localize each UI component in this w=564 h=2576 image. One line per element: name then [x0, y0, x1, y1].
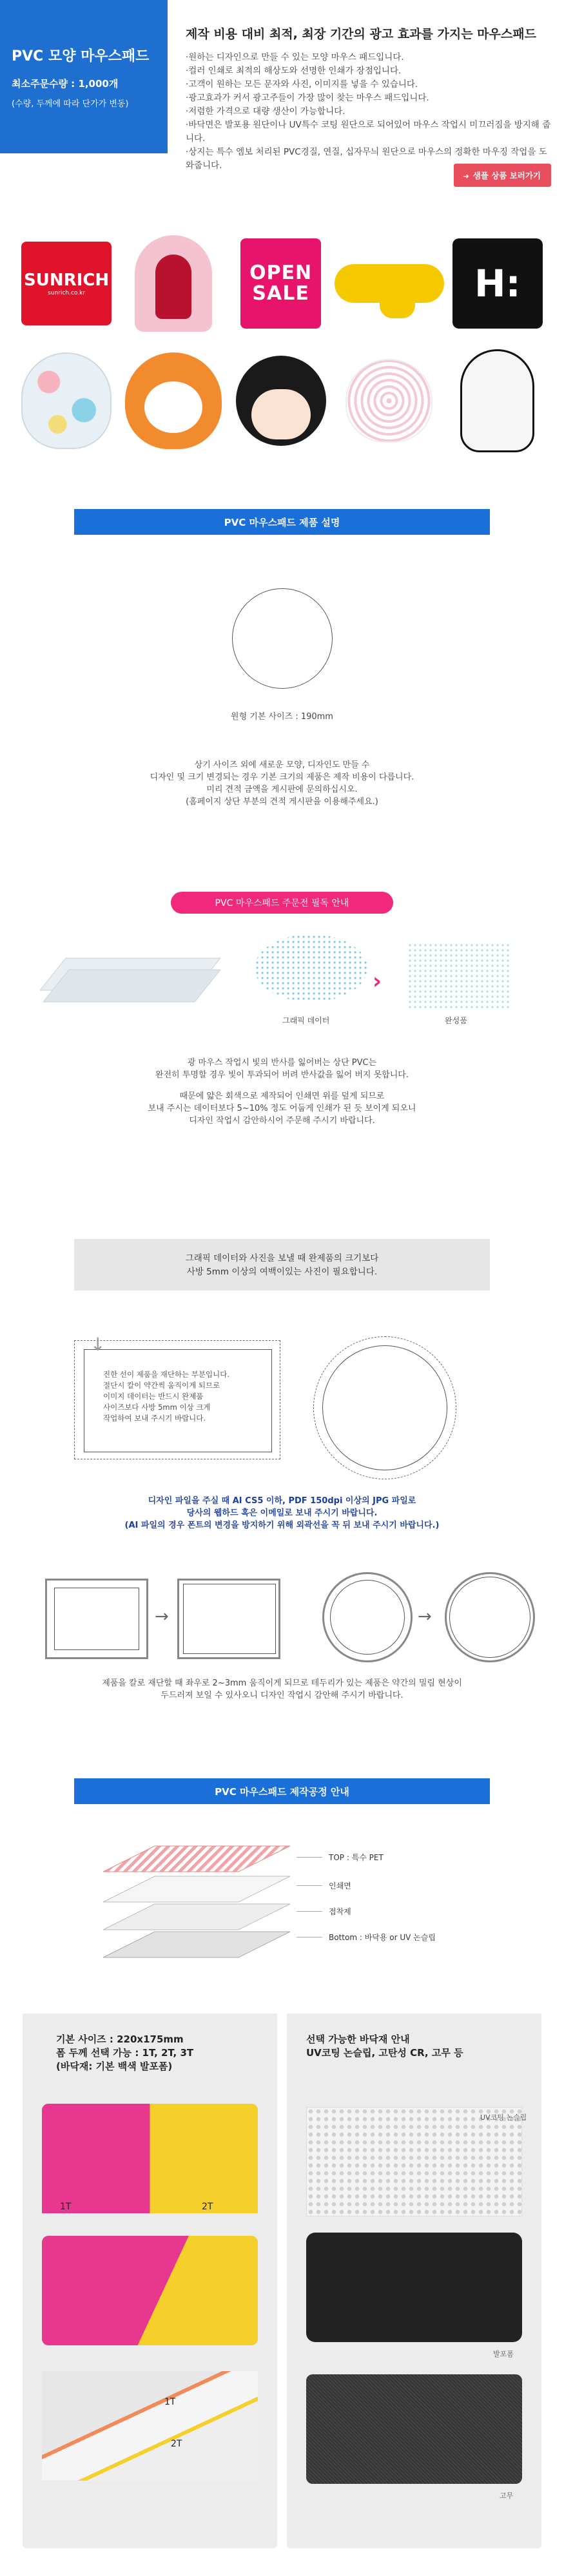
product-item[interactable] [335, 227, 444, 340]
notice-line: 보내 주시는 데이터보다 5~10% 정도 어둡게 인쇄가 된 듯 보이게 되오니 [148, 1104, 416, 1113]
head-line: 기본 사이즈 : 220x175mm [56, 2033, 184, 2045]
backing-tag: 고무 [500, 2492, 514, 2500]
product-item[interactable] [335, 340, 444, 462]
open-text: OPEN [249, 261, 313, 284]
thickness-panel [23, 2014, 277, 2548]
foam-swatch [306, 2233, 522, 2342]
finished-dots [407, 943, 509, 1009]
cut-note-line: 진한 선이 제품을 재단하는 부분입니다. [103, 1370, 230, 1379]
inner-rect-before [54, 1588, 139, 1650]
file-note-line: 디자인 파일을 주실 때 AI CS5 이하, PDF 150dpi 이상의 JPG 파일로 [148, 1496, 416, 1506]
right-arrow-icon: → [155, 1607, 169, 1626]
thickness-label: 2T [202, 2202, 213, 2212]
cut-note-line: 작업하여 보내 주시기 바랍니다. [103, 1414, 206, 1423]
product-item[interactable] [13, 340, 120, 462]
right-arrow-icon: → [418, 1607, 432, 1626]
header-badge [0, 0, 168, 153]
thickness-head [56, 2033, 193, 2073]
round-cut-outline [322, 1345, 447, 1470]
thickness-label: 1T [60, 2202, 72, 2212]
product-item[interactable] [120, 340, 227, 462]
finished-caption: 완성품 [445, 1016, 467, 1025]
h-logo-pad-image: H: [452, 238, 543, 329]
head-line: 선택 가능한 바닥재 안내 [306, 2033, 410, 2045]
leader-line [297, 1911, 322, 1912]
file-format-note [0, 1495, 564, 1532]
head-line: (바닥재: 기본 백색 발포폼) [56, 2061, 173, 2072]
desc-line: (홈페이지 상단 부분의 견적 게시판을 이용해주세요.) [186, 797, 378, 807]
round-pad-outline [232, 588, 333, 689]
thickness-swatch-3 [42, 2371, 258, 2481]
layer-label: 접착제 [329, 1907, 351, 1916]
layer-label: 인쇄면 [329, 1881, 351, 1890]
girl-face-pad-image [236, 356, 326, 446]
uv-nonslip-swatch [306, 2107, 522, 2216]
shift-line: 두드러져 보일 수 있사오니 디자인 작업시 감안해 주시기 바랍니다. [160, 1691, 404, 1700]
section-title-notice: PVC 마우스패드 주문전 필독 안내 [171, 892, 393, 914]
sample-products-button[interactable] [454, 164, 551, 187]
sunrich-pad-image [21, 242, 112, 325]
margin-line: 사방 5mm 이상의 여백이있는 사진이 필요합니다. [186, 1267, 378, 1277]
product-gallery [13, 227, 551, 462]
sunrich-text: SUNRICH [24, 270, 110, 290]
margin-line: 그래픽 데이터와 사진을 보낼 때 완제품의 크기보다 [185, 1253, 379, 1264]
inner-circle-before [330, 1580, 405, 1655]
border-shift-note [0, 1677, 564, 1702]
notice-line: 완전히 투명할 경우 빛이 투과되어 버려 반사값을 잃어 버지 못합니다. [155, 1070, 409, 1080]
product-name: PVC 모양 마우스패드 [12, 48, 150, 64]
leader-line [297, 1885, 322, 1886]
feature-item: ·저렴한 가격으로 대량 생산이 가능합니다. [186, 106, 345, 117]
layer-adhesive [103, 1904, 290, 1930]
margin-notice-box [74, 1239, 490, 1291]
layer-print [103, 1876, 290, 1902]
product-item[interactable] [444, 227, 551, 340]
sample-button-label: 샘플 상품 보러가기 [472, 171, 541, 180]
feature-item: ·상지는 특수 엠보 처리된 PVC경질, 연질, 십자무늬 원단으로 마우스의 정확한 마우징 작업을 도와줍니다. [186, 147, 547, 171]
feature-item: ·광고효과가 커서 광고주들이 가장 많이 찾는 마우스 패드입니다. [186, 93, 429, 103]
size-description [0, 759, 564, 808]
pattern-wrist-pad-image [345, 359, 433, 443]
layer-label: TOP : 특수 PET [329, 1853, 384, 1862]
sale-text: SALE [252, 282, 309, 305]
headline: 제작 비용 대비 최적, 최장 기간의 광고 효과를 가지는 마우스패드 [186, 27, 536, 41]
airplane-pad-image [335, 264, 444, 303]
graphic-data-dots [255, 934, 367, 1002]
head-line: 폼 두께 선택 가능 : 1T, 2T, 3T [56, 2047, 194, 2059]
desc-line: 상기 사이즈 외에 새로운 모양, 디자인도 만들 수 [194, 760, 370, 770]
cut-note-line: 사이즈보다 사방 5mm 이상 크게 [103, 1403, 211, 1412]
floral-wrist-pad-image [21, 352, 112, 449]
backing-tag: 발포폼 [493, 2350, 514, 2358]
section-title-description: PVC 마우스패드 제품 설명 [74, 509, 490, 535]
product-item[interactable] [13, 227, 120, 340]
notice-line [0, 1081, 564, 1090]
header-info [168, 0, 564, 171]
thickness-label: 1T [164, 2397, 176, 2407]
arrow-icon: ➜ [463, 172, 469, 180]
min-order-note: (수량, 두께에 따라 단가가 변동) [12, 99, 129, 109]
layer-stack-graphic [97, 1843, 297, 1965]
thickness-swatch-1 [42, 2104, 258, 2213]
open-sale-pad-image [240, 238, 321, 329]
layer-bottom [103, 1932, 290, 1957]
size-caption: 원형 기본 사이즈 : 190mm [231, 712, 333, 722]
backing-tag: UV코팅 논슬립 [480, 2113, 527, 2122]
layer-pet [103, 1846, 290, 1872]
feature-item: ·바닥면은 발포용 원단이나 UV특수 코팅 원단으로 되어있어 마우스 작업시 미끄러짐을 방지해 줍니다. [186, 120, 551, 144]
product-item[interactable] [444, 340, 551, 462]
section-title-process: PVC 마우스패드 제작공정 안내 [74, 1778, 490, 1804]
sheet-bottom [43, 970, 220, 1002]
dress-pad-image [135, 235, 212, 332]
notice-description [0, 1057, 564, 1127]
rubber-swatch [306, 2374, 522, 2484]
desc-line: 미리 견적 금액을 게시판에 문의하십시오. [206, 785, 358, 794]
feature-item: ·컬러 인쇄로 최적의 해상도와 선명한 인쇄가 장점입니다. [186, 66, 402, 76]
notice-line: 디자인 작업시 감안하시어 주문해 주시기 바랍니다. [189, 1116, 375, 1126]
layered-sheet-graphic [40, 952, 220, 1010]
sunrich-sub: sunrich.co.kr [48, 289, 86, 296]
cut-note-line: 이미지 데이터는 반드시 완제품 [103, 1392, 204, 1401]
notice-line: 광 마우스 작업시 빛의 반사를 잃어버는 상단 PVC는 [187, 1058, 377, 1068]
inner-circle-after [449, 1577, 530, 1658]
ghost-pad-image [460, 349, 534, 452]
notice-line: 때문에 얇은 회색으로 제작되어 인쇄면 위를 덮게 되므로 [179, 1091, 385, 1101]
graphic-data-caption: 그래픽 데이터 [282, 1016, 330, 1025]
feature-item: ·원하는 디자인으로 만들 수 있는 모양 마우스 패드입니다. [186, 52, 404, 62]
product-item[interactable] [228, 227, 335, 340]
feature-list [186, 51, 551, 173]
cut-note-line: 절단시 칼이 약간씩 움직이게 되므로 [103, 1381, 220, 1390]
backing-head [306, 2033, 463, 2060]
fox-pad-image [125, 352, 222, 449]
desc-line: 디자인 및 크기 변경되는 경우 기본 크기의 제품은 제작 비용이 다릅니다. [150, 773, 414, 782]
thickness-label: 2T [171, 2439, 182, 2449]
min-order: 최소주문수량 : 1,000개 [12, 78, 119, 90]
inner-rect-after [183, 1584, 276, 1654]
pink-arrow-icon: › [373, 968, 382, 994]
cut-note [103, 1369, 229, 1424]
file-note-line: 당사의 웹하드 혹은 이메일로 보내 주시기 바랍니다. [186, 1508, 378, 1518]
shift-line: 제품을 칼로 재단할 때 좌우로 2~3mm 움직이게 되므로 테두리가 있는 제품은 약간의 밀림 현상이 [102, 1678, 462, 1688]
file-note-line: (AI 파일의 경우 폰트의 변경을 방지하기 위해 외곽선을 꼭 뒤 보내 주시기 바랍니다.) [124, 1521, 440, 1530]
down-arrow-icon: ↓ [90, 1334, 106, 1355]
feature-item: ·고객이 원하는 모든 문자와 사진, 이미지를 넣을 수 있습니다. [186, 79, 418, 90]
leader-line [297, 1857, 322, 1858]
header [0, 0, 564, 171]
layer-label: Bottom : 바닥용 or UV 논슬립 [329, 1933, 436, 1942]
product-item[interactable] [120, 227, 227, 340]
backing-panel [287, 2014, 541, 2548]
head-line: UV코팅 논슬립, 고탄성 CR, 고무 등 [306, 2047, 463, 2059]
product-item[interactable] [228, 340, 335, 462]
thickness-swatch-2 [42, 2236, 258, 2345]
